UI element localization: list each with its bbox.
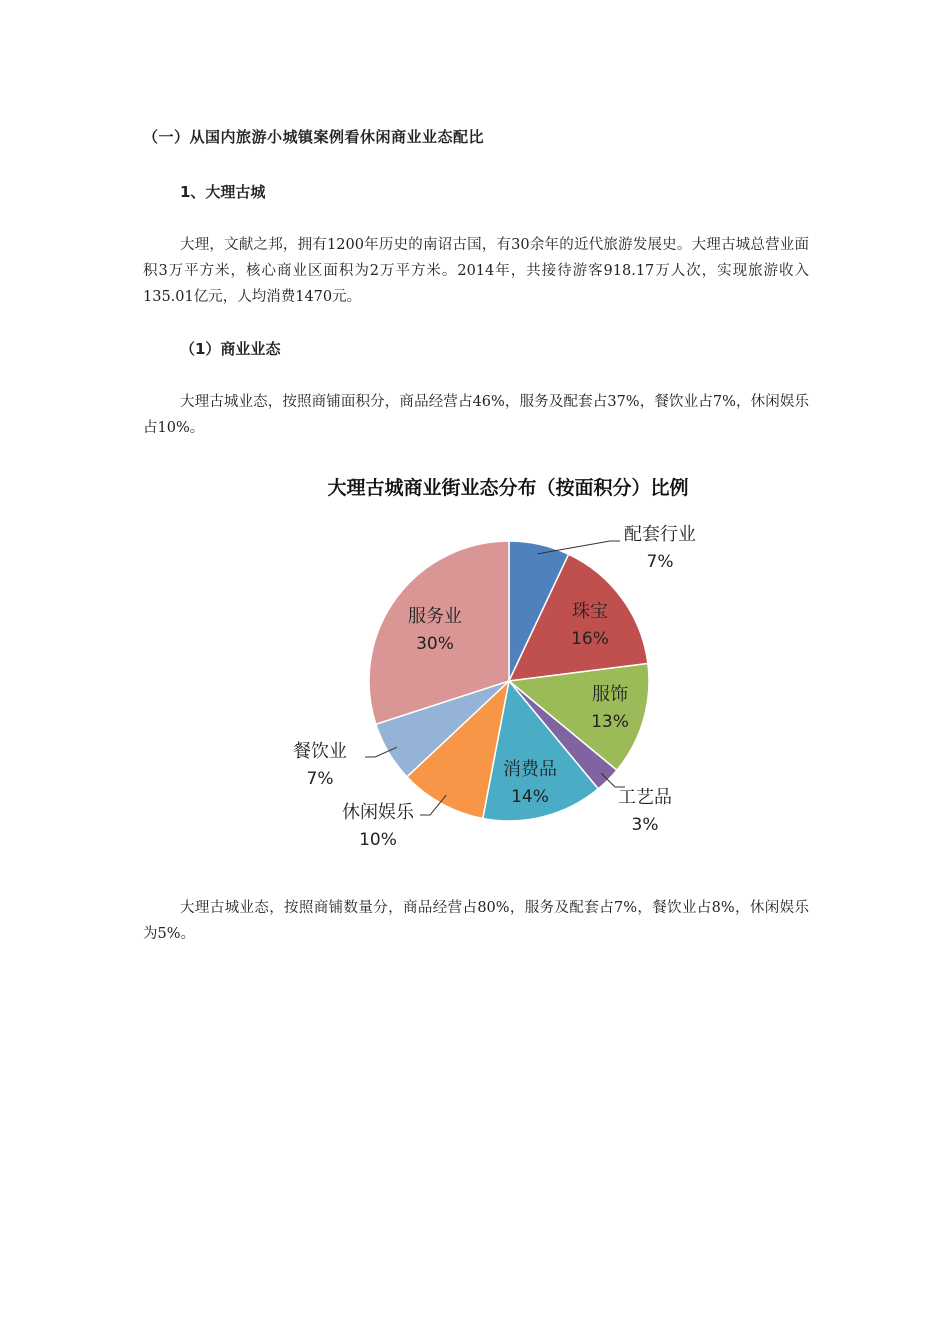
pie-chart bbox=[270, 465, 730, 865]
slice-value-2: 16% bbox=[571, 629, 609, 649]
chart-title: 大理古城商业街业态分布（按面积分）比例 bbox=[327, 477, 689, 499]
slice-value-6: 10% bbox=[359, 830, 397, 850]
area-paragraph: 大理古城业态，按照商铺面积分，商品经营占46%，服务及配套占37%，餐饮业占7%，休闲娱乐占10%。 bbox=[143, 394, 809, 436]
slice-label-7: 餐饮业 bbox=[293, 741, 347, 762]
slice-label-2: 珠宝 bbox=[572, 601, 608, 622]
section-title: （一）从国内旅游小城镇案例看休闲商业业态配比 bbox=[143, 128, 485, 146]
slice-value-3: 13% bbox=[591, 712, 629, 732]
pie-chart-svg bbox=[270, 465, 730, 865]
subsection-title: 1、大理古城 bbox=[180, 183, 266, 201]
slice-value-1: 7% bbox=[646, 552, 674, 572]
slice-label-6: 休闲娱乐 bbox=[342, 802, 414, 823]
intro-paragraph: 大理，文献之邦，拥有1200年历史的南诏古国，有30余年的近代旅游发展史。大理古城总营业面积3万平方米，核心商业区面积为2万平方米。2014年，共接待游客918.17万人次，实现旅游收入135.01亿元，人均消费1470元。 bbox=[143, 237, 809, 305]
slice-value-4: 3% bbox=[631, 815, 659, 835]
slice-label-5: 消费品 bbox=[503, 759, 557, 780]
slice-value-8: 30% bbox=[416, 634, 454, 654]
slice-label-1: 配套行业 bbox=[624, 524, 696, 545]
item-title: （1）商业业态 bbox=[180, 340, 281, 358]
slice-value-7: 7% bbox=[306, 769, 334, 789]
slice-label-3: 服饰 bbox=[592, 684, 628, 705]
slice-label-4: 工艺品 bbox=[618, 787, 672, 808]
slice-label-8: 服务业 bbox=[408, 606, 462, 627]
slice-value-5: 14% bbox=[511, 787, 549, 807]
count-paragraph: 大理古城业态，按照商铺数量分，商品经营占80%，服务及配套占7%，餐饮业占8%，休闲娱乐为5%。 bbox=[143, 900, 809, 942]
